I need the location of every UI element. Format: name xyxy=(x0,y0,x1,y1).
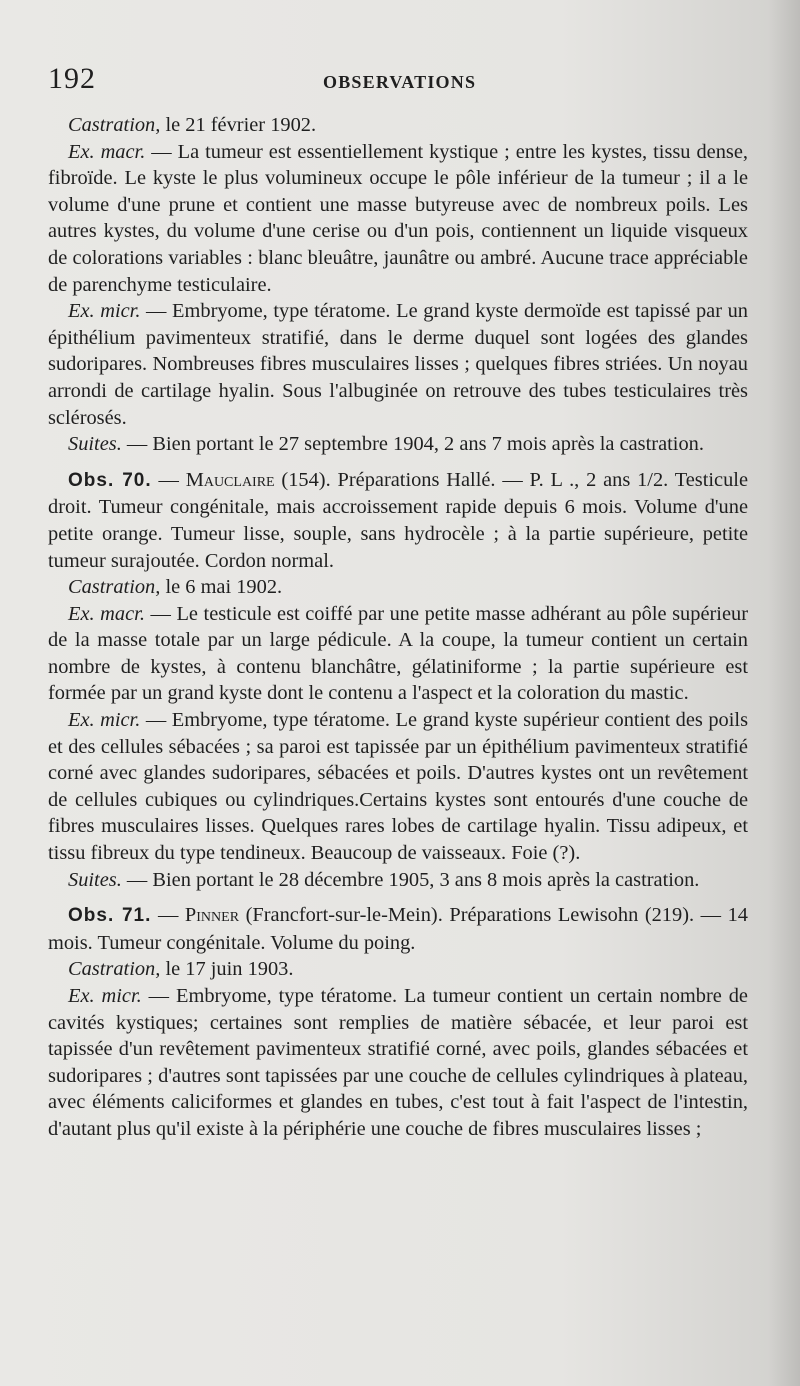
paragraph-text: — La tumeur est essentiellement kystique ; entre les kystes, tissu dense, fibroïde. Le kyste le plus volumineux occupe le pôle inférieur de la tumeur ; il a le volume d'une prune et contient une masse butyreuse avec de nombreux poils. Les autres kystes, du volume d'une cerise ou d'un pois, contiennent un liquide visqueux de colorations variables : blanc bleuâtre, jaunâtre ou ambré. Aucune trace appréciable de parenchyme testiculaire. xyxy=(48,140,748,296)
paragraph xyxy=(48,112,748,139)
paragraph xyxy=(48,601,748,707)
paragraph-text: le 21 février 1902. xyxy=(160,114,317,136)
italic-label: Ex. micr. xyxy=(68,985,142,1007)
italic-label: Castration, xyxy=(68,576,161,599)
italic-label: Ex. macr. xyxy=(68,602,145,625)
page-number: 192 xyxy=(48,62,96,95)
paragraph-text: (154). Préparations Hallé. — P. L ., 2 ans 1/2. Testicule droit. Tumeur congénitale, mais accroissement rapide depuis 6 mois. Volume d'une petite orange. Tumeur lisse, souple, sans hydrocèle ; à la partie supérieure, petite tumeur surajoutée. Cordon normal. xyxy=(48,468,749,572)
paragraph-text: le 6 mai 1902. xyxy=(160,576,283,599)
paragraph xyxy=(48,139,748,299)
page-header xyxy=(48,62,748,102)
paragraph-text: le 17 juin 1903. xyxy=(160,958,294,981)
paragraph xyxy=(48,298,748,431)
paragraph-text: — Bien portant le 28 décembre 1905, 3 ans 8 mois après la castration. xyxy=(121,868,700,891)
observation-71 xyxy=(48,902,748,956)
italic-label: Ex. micr. xyxy=(68,709,141,732)
paragraph xyxy=(48,707,748,867)
paragraph-text: — Embryome, type tératome. Le grand kyste supérieur contient des poils et des cellules sébacées ; sa paroi est tapissée par un épithélium pavimenteux stratifié corné avec glandes sudoripares, sébacées et poils. D'autres kystes ont un revêtement de cellules cubiques ou cylindriques.Certains kystes sont entourés d'une couche de fibres musculaires lisses. Quelques rares lobes de cartilage hyalin. Tissu adipeux, et tissu fibreux du type tendineux. Beaucoup de vaisseaux. Foie (?). xyxy=(48,709,748,865)
paragraph-text: (Francfort-sur-le-Mein). Préparations Lewisohn (219). — 14 mois. Tumeur congénitale. Volume du poing. xyxy=(48,904,748,954)
paragraph-text: — Bien portant le 27 septembre 1904, 2 ans 7 mois après la castration. xyxy=(121,433,704,456)
italic-label: Castration, xyxy=(68,114,161,136)
italic-label: Castration, xyxy=(68,958,161,981)
paragraph xyxy=(48,956,748,983)
paragraph-text: — Embryome, type tératome. La tumeur contient un certain nombre de cavités kystiques; certaines sont remplies de matière sébacée, et leur paroi est tapissée d'un revêtement pavimenteux stratifié corné, avec poils, glandes sébacées et sudoripares ; d'autres sont tapissées par une couche de cellules cylindriques à plateau, avec éléments caliciformes et glandes en tubes, c'est tout à fait l'aspect de l'intestin, d'autant plus qu'il existe à la périphérie une couche de fibres musculaires lisses ; xyxy=(48,985,748,1140)
body-text xyxy=(48,112,748,1143)
paragraph-text: — Embryome, type tératome. Le grand kyste dermoïde est tapissé par un épithélium pavimenteux stratifié, dans le derme duquel sont logées des glandes sudoripares. Nombreuses fibres musculaires lisses ; quelques fibres striées. Un noyau arrondi de cartilage hyalin. Sous l'albuginée on retrouve des tubes testiculaires très sclérosés. xyxy=(48,300,748,429)
separator: — xyxy=(151,904,185,927)
paragraph xyxy=(48,867,748,894)
observation-label: Obs. 71. xyxy=(68,905,152,927)
paragraph xyxy=(48,983,748,1143)
author-name: Pinner xyxy=(184,904,240,927)
paragraph xyxy=(48,431,748,458)
running-title: OBSERVATIONS xyxy=(323,72,477,92)
separator: — xyxy=(151,468,186,491)
italic-label: Ex. micr. xyxy=(68,300,141,323)
italic-label: Ex. macr. xyxy=(68,140,146,163)
paragraph-text: — Le testicule est coiffé par une petite masse adhérant au pôle supérieur de la masse totale par un large pédicule. A la coupe, la tumeur contient un certain nombre de kystes, à contenu blanchâtre, gélatiniforme ; la partie supérieure est formée par un grand kyste dont le contenu a l'aspect et la coloration du mastic. xyxy=(48,602,748,705)
paragraph xyxy=(48,574,748,601)
italic-label: Suites. xyxy=(68,868,122,891)
italic-label: Suites. xyxy=(68,433,122,456)
observation-label: Obs. 70. xyxy=(68,469,152,491)
author-name: Mauclaire xyxy=(185,468,275,491)
observation-70 xyxy=(48,467,748,574)
